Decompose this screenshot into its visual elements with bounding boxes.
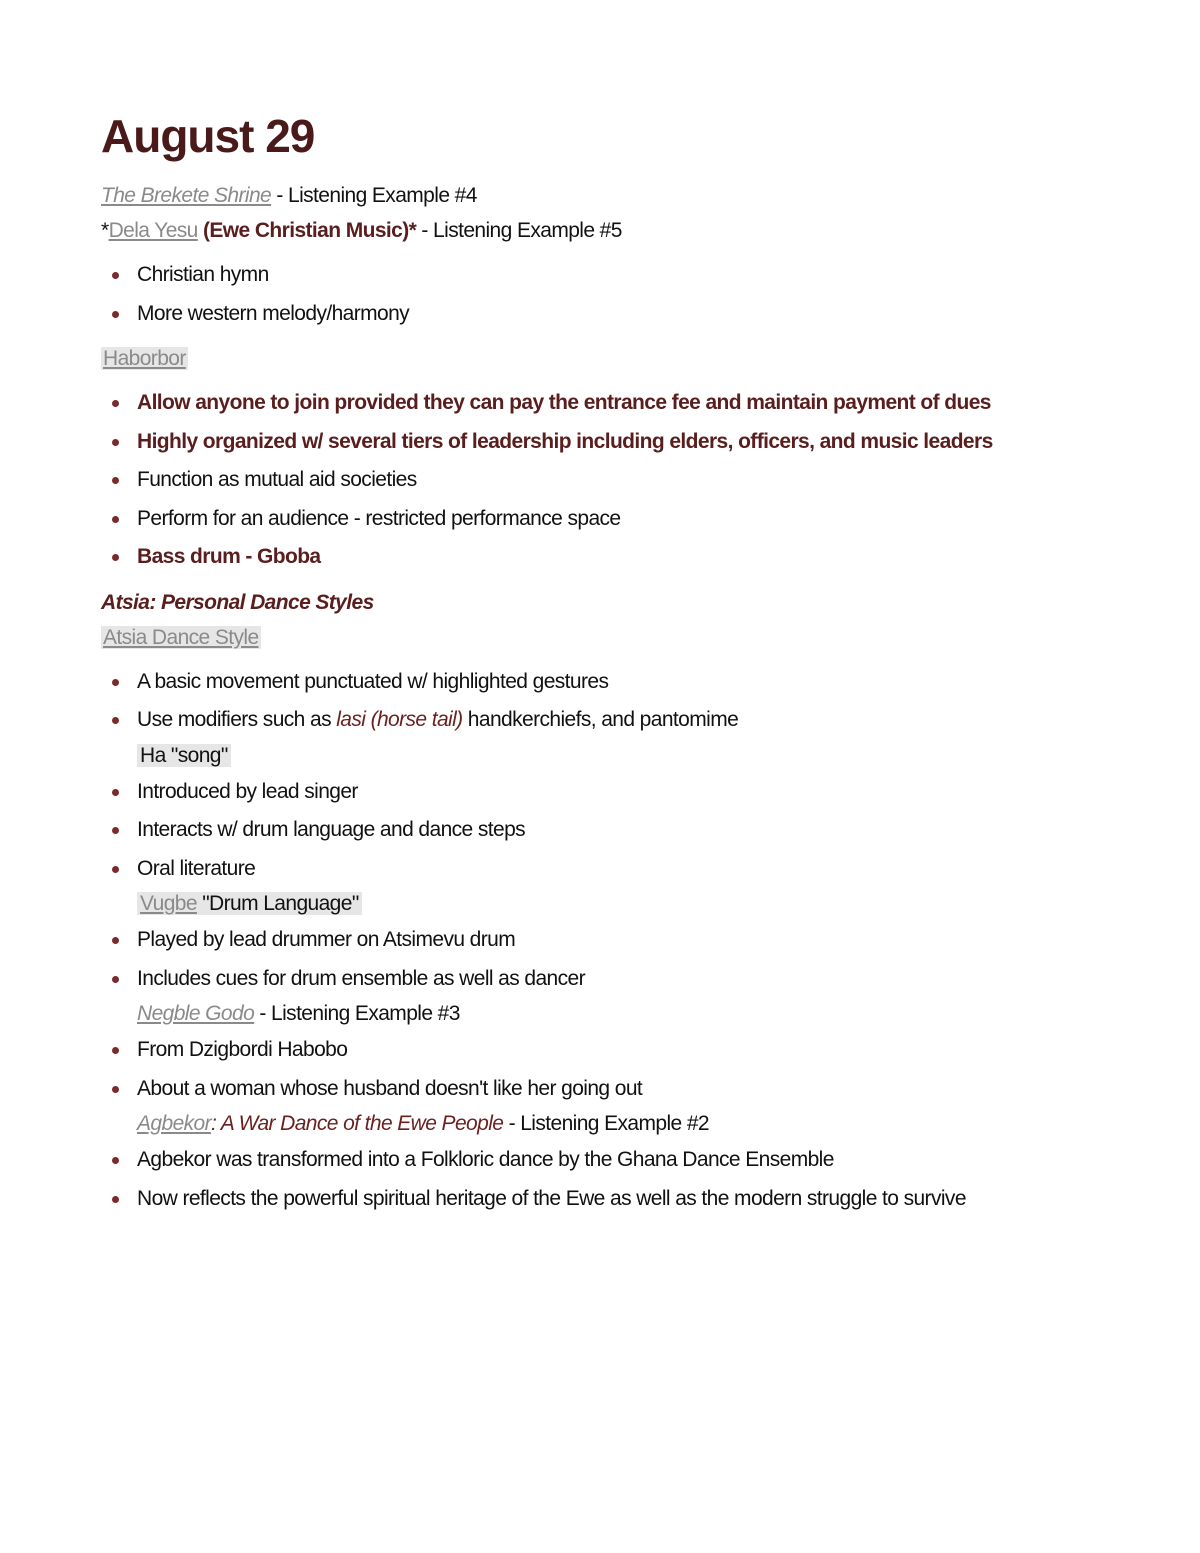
atsia-heading [101, 585, 1161, 620]
haborbor-line [101, 341, 1161, 376]
list-item: Christian hymn [101, 256, 1161, 295]
ha-song-label: Ha "song" [137, 744, 231, 767]
negble-label: - Listening Example #3 [254, 1002, 460, 1025]
haborbor-link[interactable]: Haborbor [103, 347, 186, 370]
vugbe-list [101, 921, 1161, 998]
list-item: From Dzigbordi Habobo [101, 1031, 1161, 1070]
list-item: Now reflects the powerful spiritual heritage of the Ewe as well as the modern struggle to survive [101, 1180, 1161, 1219]
list-item [101, 701, 1161, 740]
list-item: Function as mutual aid societies [101, 461, 1161, 500]
negble-godo-link[interactable]: Negble Godo [137, 1002, 255, 1025]
atsia-list [101, 663, 1161, 740]
list-item: Perform for an audience - restricted performance space [101, 500, 1161, 539]
list-item: Highly organized w/ several tiers of leadership including elders, officers, and music leaders [101, 423, 1161, 462]
lasi-term: lasi (horse tail) [336, 708, 463, 731]
dela-label: - Listening Example #5 [416, 219, 622, 242]
list-item: Oral literature [101, 850, 1161, 889]
list-item: Played by lead drummer on Atsimevu drum [101, 921, 1161, 960]
dela-list [101, 256, 1161, 333]
vugbe-box [137, 892, 362, 915]
dela-yesu-link[interactable]: Dela Yesu [108, 219, 198, 242]
list-item: A basic movement punctuated w/ highlighted gestures [101, 663, 1161, 702]
haborbor-list [101, 384, 1161, 577]
list-item: More western melody/harmony [101, 295, 1161, 334]
list-item: Introduced by lead singer [101, 773, 1161, 812]
agbekor-subheading [101, 1106, 1161, 1141]
agbekor-label: - Listening Example #2 [503, 1112, 709, 1135]
negble-list [101, 1031, 1161, 1108]
dela-line [101, 213, 1161, 248]
list-item: Agbekor was transformed into a Folkloric dance by the Ghana Dance Ensemble [101, 1141, 1161, 1180]
brekete-line [101, 178, 1161, 213]
modifiers-pre: Use modifiers such as [137, 708, 337, 731]
atsia-heading-text: Atsia: Personal Dance Styles [101, 590, 374, 614]
modifiers-post: handkerchiefs, and pantomime [462, 708, 739, 731]
dela-subtitle: (Ewe Christian Music)* [197, 219, 417, 242]
list-item: Allow anyone to join provided they can pay the entrance fee and maintain payment of dues [101, 384, 1161, 423]
list-item: About a woman whose husband doesn't like her going out [101, 1070, 1161, 1109]
brekete-shrine-link[interactable]: The Brekete Shrine [101, 184, 272, 207]
list-item: Includes cues for drum ensemble as well as dancer [101, 960, 1161, 999]
list-item: Bass drum - Gboba [101, 538, 1161, 577]
negble-subheading [101, 996, 1161, 1031]
vugbe-label: "Drum Language" [196, 892, 359, 915]
agbekor-link[interactable]: Agbekor [137, 1112, 212, 1135]
ha-subheading [101, 738, 1161, 773]
atsia-dance-style-link[interactable]: Atsia Dance Style [103, 625, 259, 649]
dela-star: * [101, 219, 109, 242]
vugbe-subheading [101, 886, 1161, 921]
agbekor-subtitle: A War Dance of the Ewe People [220, 1112, 504, 1135]
agbekor-colon: : [211, 1112, 221, 1135]
notes-body [101, 108, 1161, 1226]
page-title: August 29 [101, 110, 315, 162]
ha-list [101, 773, 1161, 889]
list-item: Interacts w/ drum language and dance steps [101, 811, 1161, 850]
brekete-label: - Listening Example #4 [271, 184, 477, 207]
agbekor-list [101, 1141, 1161, 1218]
atsia-link-line [101, 620, 1161, 655]
vugbe-link[interactable]: Vugbe [140, 892, 197, 915]
